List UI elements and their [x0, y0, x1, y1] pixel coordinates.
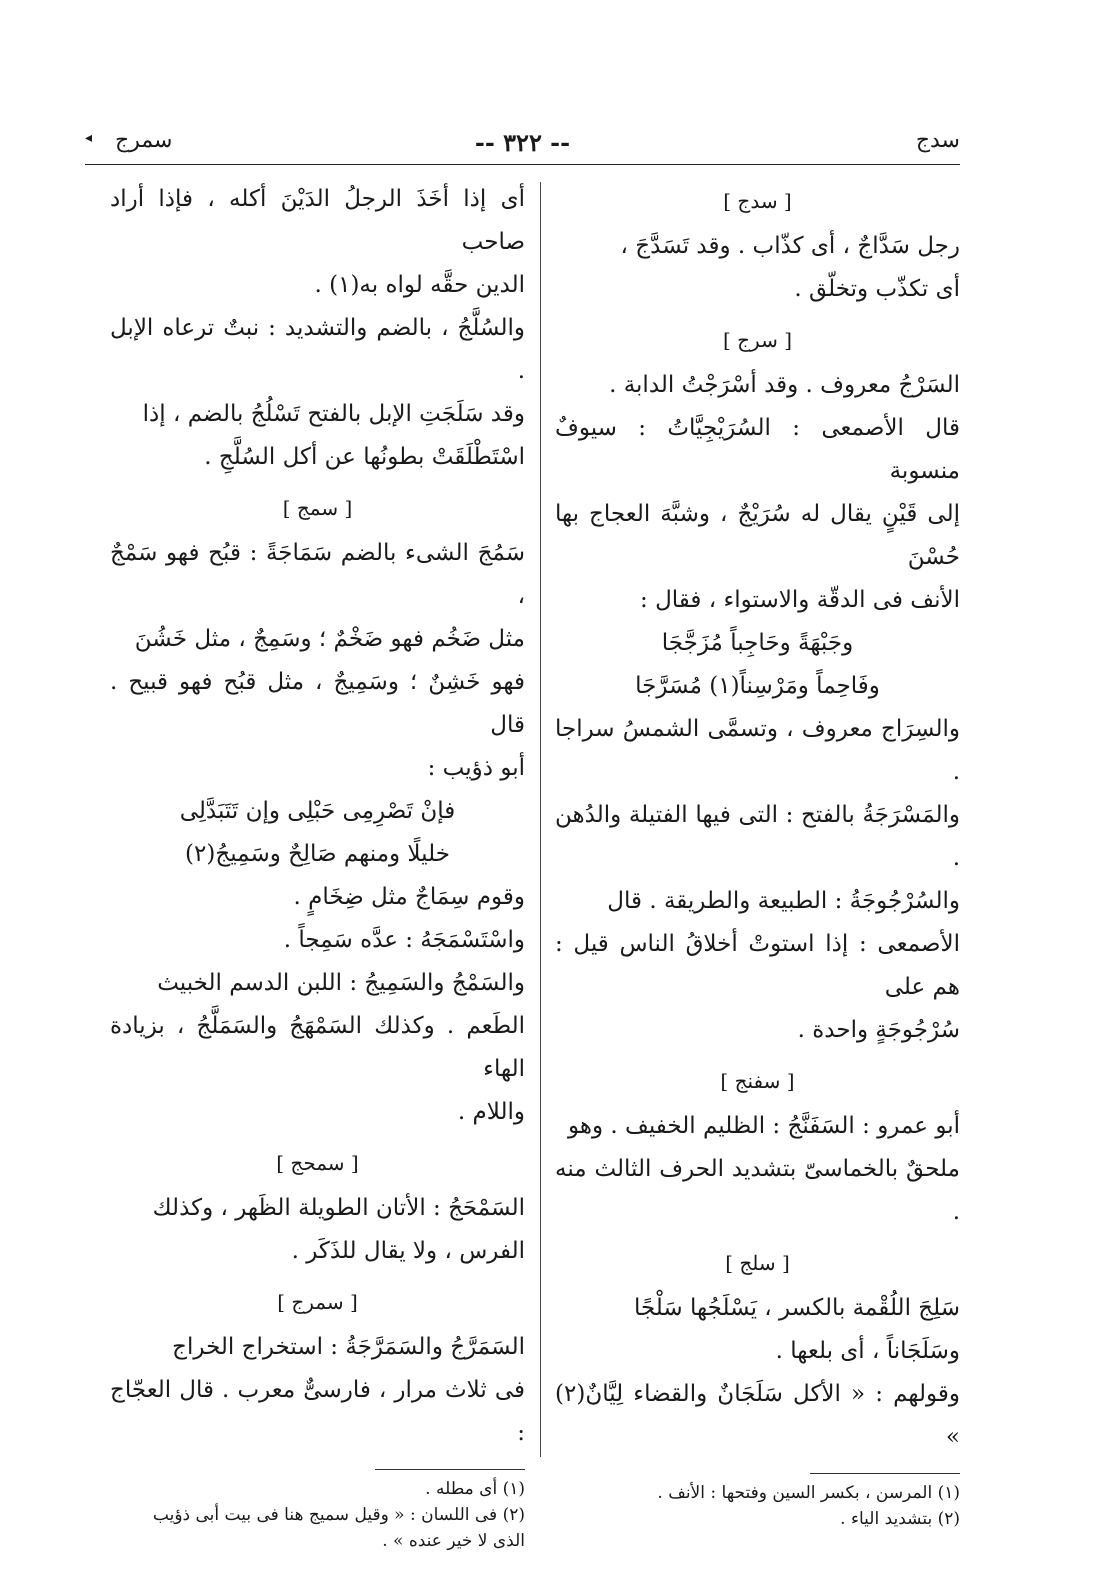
entry-line: واسْتَسْمَجَهُ : عدَّه سَمِجاً .	[283, 927, 525, 953]
entry-line: اسْتَطْلَقَتْ بطونُها عن أكل السُلَّجِ .	[204, 444, 525, 470]
entry-line: والسِرَاج معروف ، وتسمَّى الشمسُ سراجا .	[555, 716, 960, 785]
page-mark: ◂	[85, 130, 93, 146]
verse-line: خليلًا ومنهم صَالِحٌ وسَمِيجُ(٢)	[185, 841, 450, 867]
entry-line: الطَعم . وكذلك السَمْهَجُ والسَمَلَّجُ ، بزيادة الهاء	[110, 1013, 525, 1082]
entry-line: السَمَرَّجُ والسَمَرَّجَةُ : استخراج الخراج	[172, 1334, 525, 1360]
footnote-rule	[810, 1473, 960, 1474]
entry-line: الفرس ، ولا يقال للذَكَر .	[291, 1238, 525, 1264]
header-right-root: سدج	[915, 128, 960, 153]
entry-line: إلى قَيْنٍ يقال له سُرَيْجٌ ، وشبَّهَ العجاج بها حُسْنَ	[555, 501, 960, 570]
entry-line: وسَلَجَاناً ، أى بلعها .	[775, 1338, 960, 1364]
entry-line: رجل سَدَّاجٌ ، أى كذّاب . وقد تَسَدَّجَ ،	[620, 233, 960, 259]
verse-line: فإنْ تَصْرِمِى حَبْلِى وإن تَتَبَدَّلِى	[179, 798, 456, 824]
footnote: (٢) بتشديد الياء .	[840, 1509, 960, 1529]
entry-line: والسَمْجُ والسَمِيجُ : اللبن الدسم الخبيث	[157, 970, 525, 996]
entry-heading: [ سمحج ]	[276, 1151, 359, 1175]
entry-line: السَرْجُ معروف . وقد أسْرَجْتُ الدابة .	[609, 372, 960, 398]
page-number: -- ٣٢٢ --	[474, 128, 571, 157]
header-rule	[85, 164, 960, 165]
footnote: الذى لا خير عنده » .	[382, 1531, 525, 1551]
footnote: (١) المرسن ، بكسر السين وفتحها : الأنف .	[657, 1483, 960, 1503]
entry-line: أبو ذؤيب :	[427, 755, 525, 781]
entry-line: فى ثلاث مرار ، فارسىٌّ معرب . قال العجّاج :	[110, 1377, 525, 1446]
right-column	[555, 172, 960, 1532]
page-header	[85, 128, 960, 164]
entry-line: السَمْحَجُ : الأتان الطويلة الظَهر ، وكذلك	[152, 1195, 525, 1221]
entry-line: سُرْجُوجَةٍ واحدة .	[797, 1017, 960, 1043]
footnote: (١) أى مطله .	[425, 1479, 525, 1499]
entry-heading: [ سدج ]	[723, 189, 792, 213]
entry-heading: [ سمرج ]	[277, 1290, 358, 1314]
entry-line: الأصمعى : إذا استوتْ أخلاقُ الناس قيل : هم على	[555, 931, 960, 1000]
verse-line: وجَبْهَةً وحَاجِباً مُزَجَّجَا	[661, 630, 854, 656]
entry-heading: [ سمج ]	[282, 496, 353, 520]
entry-line: وقولهم : « الأكل سَلَجَانٌ والقضاء لِيَّانٌ(٢) »	[555, 1381, 960, 1450]
entry-line: واللام .	[457, 1099, 525, 1125]
entry-line: أبو عمرو : السَفَنَّجُ : الظليم الخفيف . وهو	[568, 1113, 960, 1139]
entry-line: فهو خَشِنٌ ؛ وسَمِيجٌ ، مثل قبُح فهو قبيح . قال	[110, 669, 525, 738]
entry-line: قال الأصمعى : السُرَيْجِيَّاتُ : سيوفٌ منسوبة	[555, 415, 960, 484]
footnote: (٢) فى اللسان : « وقيل سميج هنا فى بيت أبى ذؤيب	[152, 1505, 525, 1525]
entry-line: مثل ضَخُم فهو ضَخْمٌ ؛ وسَمِجٌ ، مثل خَشُنَ	[134, 626, 525, 652]
left-column	[110, 178, 525, 1554]
entry-line: الدين حقَّه لواه به(١) .	[314, 272, 525, 298]
entry-heading: [ سلج ]	[725, 1251, 790, 1275]
entry-line: الأنف فى الدقّة والاستواء ، فقال :	[640, 587, 960, 613]
footnote-rule	[375, 1469, 525, 1470]
entry-line: ملحقٌ بالخماسىّ بتشديد الحرف الثالث منه .	[555, 1156, 960, 1225]
entry-heading: [ سرج ]	[722, 328, 793, 352]
verse-line: وفَاحِماً ومَرْسِناً(١) مُسَرَّجَا	[635, 673, 880, 699]
column-divider	[540, 182, 541, 1457]
entry-line: سَمُجَ الشىء بالضم سَمَاجَةً : قبُح فهو سَمْجٌ ،	[110, 540, 525, 609]
entry-line: وقوم سِمَاجٌ مثل ضِخَامٍ .	[293, 884, 525, 910]
entry-line: والسُلَّجُ ، بالضم والتشديد : نبتٌ ترعاه الإبل .	[110, 315, 525, 384]
entry-line: وقد سَلَجَتِ الإبل بالفتح تَسْلُجُ بالضم ، إذا	[142, 401, 525, 427]
entry-heading: [ سفنج ]	[720, 1069, 795, 1093]
entry-line: والمَسْرَجَةُ بالفتح : التى فيها الفتيلة والدُهن .	[555, 802, 960, 871]
entry-line: والسُرْجُوجَةُ : الطبيعة والطريقة . قال	[607, 888, 960, 914]
entry-line: أى إذا أخَذَ الرجلُ الدَيْنَ أكله ، فإذا أراد صاحب	[110, 186, 525, 255]
entry-line: سَلِجَ اللُقْمة بالكسر ، يَسْلَجُها سَلْجًا	[633, 1295, 960, 1321]
header-left-root: سمرج	[115, 128, 173, 153]
entry-line: أى تكذّب وتخلّق .	[794, 276, 960, 302]
